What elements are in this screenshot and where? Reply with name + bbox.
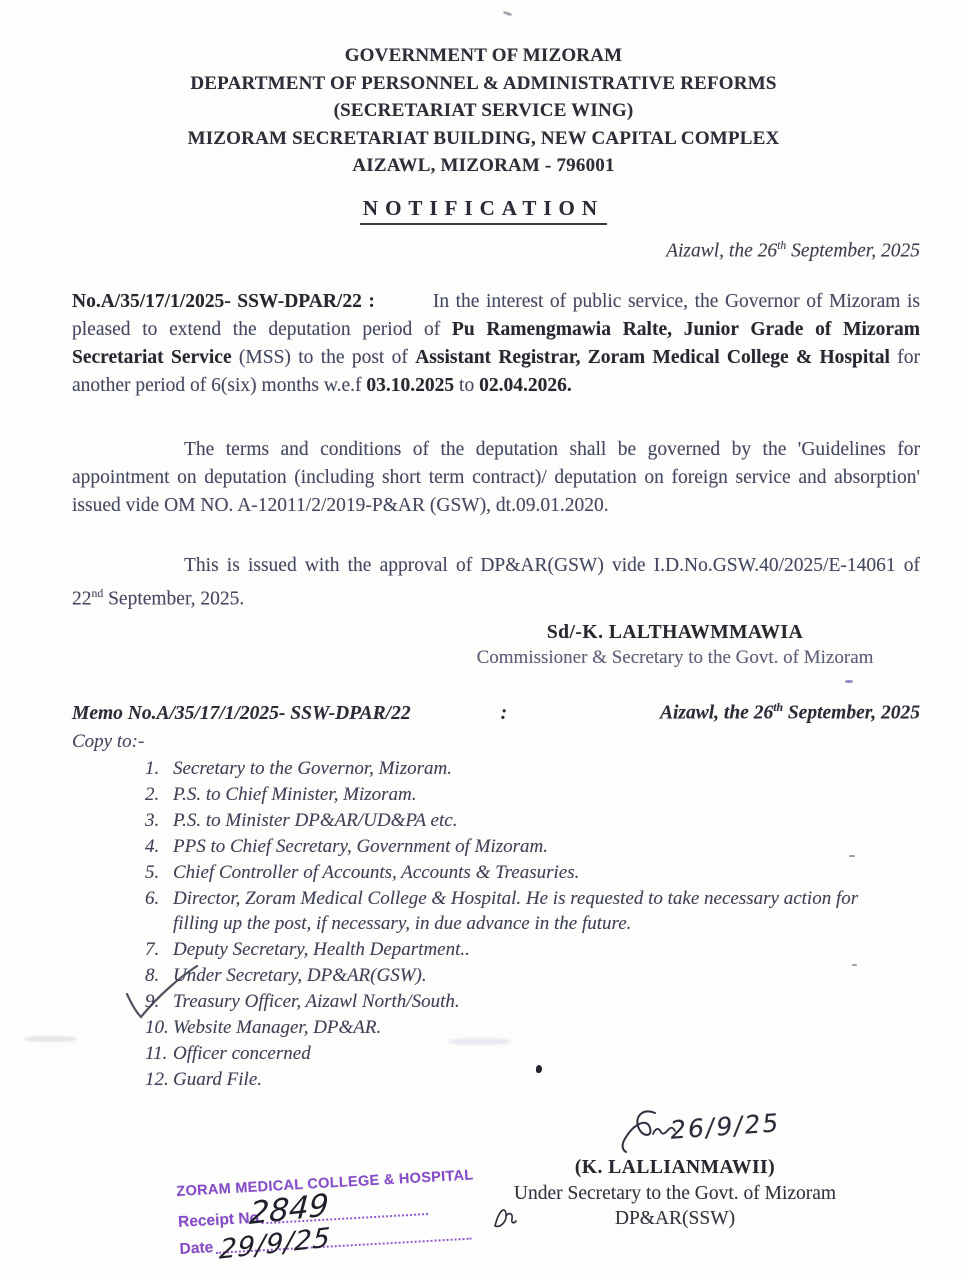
item-number: 10. [145,1017,169,1039]
letterhead-line: AIZAWL, MIZORAM - 796001 [352,155,615,176]
copy-to-item [145,937,907,963]
copy-to-item [145,886,907,938]
item-number: 7. [145,939,160,961]
title-row [0,196,967,225]
letterhead-line: DEPARTMENT OF PERSONNEL & ADMINISTRATIVE REFORMS [190,72,777,94]
item-text: Deputy Secretary, Health Department.. [173,939,470,961]
copy-to-item [145,963,907,989]
handwritten-initial-mark-icon [490,1204,520,1232]
signatory-title: Commissioner & Secretary to the Govt. of Mizoram [476,647,874,668]
item-number: 6. [145,887,160,909]
scan-speck [845,680,853,683]
handwritten-checkmark-annotation [120,956,210,1026]
handwritten-signature-flourish-icon [615,1106,677,1156]
scan-speck [852,964,857,966]
paragraph-approval: This is issued with the approval of DP&AR(GSW) vide I.D.No.GSW.40/2025/E-14061 of 22nd September, 2025. [72,555,920,610]
item-text: Secretary to the Governor, Mizoram. [173,758,452,779]
item-text: PPS to Chief Secretary, Government of Mizoram. [173,835,549,857]
handwritten-receipt-date: 29/9/25 [218,1222,332,1266]
handwritten-receipt-number: 2849 [248,1187,330,1233]
item-number: 4. [145,835,160,857]
stamp-date-label: Date [179,1239,214,1258]
item-text: Under Secretary, DP&AR(GSW). [173,965,427,987]
copy-to-item [145,860,907,886]
paragraph-terms-conditions: The terms and conditions of the deputation shall be governed by the 'Guidelines for appointment on deputation (including short term contract)/ deputation on foreign service and absorption' issued vide OM NO. A-12011/2/2019-P&AR (GSW), dt.09.01.2020. [72,439,920,516]
receipt-stamp [176,1167,474,1266]
memo-line [72,701,920,725]
paragraph-deputation-order: No.A/35/17/1/2025- SSW-DPAR/22 : In the interest of public service, the Governor of Mizoram is pleased to extend the deputation period of Pu Ramengmawia Ralte, Junior Grade of Mizoram Secretariat Service (MSS) to the post of Assistant Registrar, Zoram Medical College & Hospital for another period of 6(six) months w.e.f 03.10.2025 to 02.04.2026. [72,291,920,396]
item-number: 5. [145,861,160,883]
memo-number: Memo No.A/35/17/1/2025- SSW-DPAR/22 [72,702,411,724]
handwritten-signature-row [430,1104,920,1156]
handwritten-signature-date: 26/9/25 [668,1108,782,1145]
item-number: 8. [145,965,160,987]
scan-speck [849,855,855,857]
item-text: Treasury Officer, Aizawl North/South. [173,991,460,1013]
copy-to-item [145,756,907,782]
scan-smudge [448,1038,510,1045]
scan-speck [503,11,512,17]
memo-colon: : [500,702,508,724]
item-number: 3. [145,809,160,831]
item-text: Chief Controller of Accounts, Accounts & Treasuries. [173,861,580,883]
copy-to-item [145,1067,907,1093]
copy-to-item [145,989,907,1015]
signatory-name: Sd/-K. LALTHAWMMAWIA [546,622,804,643]
copy-to-item [145,1041,907,1067]
document-title: NOTIFICATION [360,196,607,225]
item-text: P.S. to Chief Minister, Mizoram. [173,783,417,805]
item-number: 1. [145,758,160,779]
copy-to-item [145,1015,907,1041]
stamp-receipt-label: Receipt No [177,1209,260,1231]
copy-to-item [145,808,907,834]
item-text: Guard File. [173,1068,263,1090]
item-number: 11. [145,1042,168,1064]
letterhead-line: (SECRETARIAT SERVICE WING) [333,100,634,121]
item-text: Director, Zoram Medical College & Hospital. He is requested to take necessary action for filling up the post, if necessary, in due advance in the future. [173,887,859,935]
letterhead-line: GOVERNMENT OF MIZORAM [344,45,623,66]
letterhead-line: MIZORAM SECRETARIAT BUILDING, NEW CAPITAL COMPLEX [187,127,780,149]
copy-to-item [145,782,907,808]
signatory-title: Under Secretary to the Govt. of Mizoram [513,1183,837,1204]
letterhead [0,42,967,180]
copy-to-list [145,756,907,1093]
item-number: 12. [145,1068,169,1090]
scan-smudge [24,1036,76,1042]
dateline: Aizawl, the 26th September, 2025 [666,239,920,262]
scan-speck [536,1065,542,1073]
copy-to-item [145,834,907,860]
stamp-org-name: ZORAM MEDICAL COLLEGE & HOSPITAL [176,1167,474,1200]
signature-block-commissioner [430,622,920,669]
signatory-name: (K. LALLIANMAWII) [574,1157,776,1178]
memo-date: Aizawl, the 26th September, 2025 [659,701,920,724]
item-text: Website Manager, DP&AR. [173,1017,382,1039]
item-text: P.S. to Minister DP&AR/UD&PA etc. [173,809,458,831]
signatory-department: DP&AR(SSW) [614,1208,736,1229]
item-number: 2. [145,783,160,805]
copy-to-label: Copy to:- [72,731,145,752]
item-number: 9. [145,991,160,1013]
item-text: Officer concerned [173,1042,311,1064]
